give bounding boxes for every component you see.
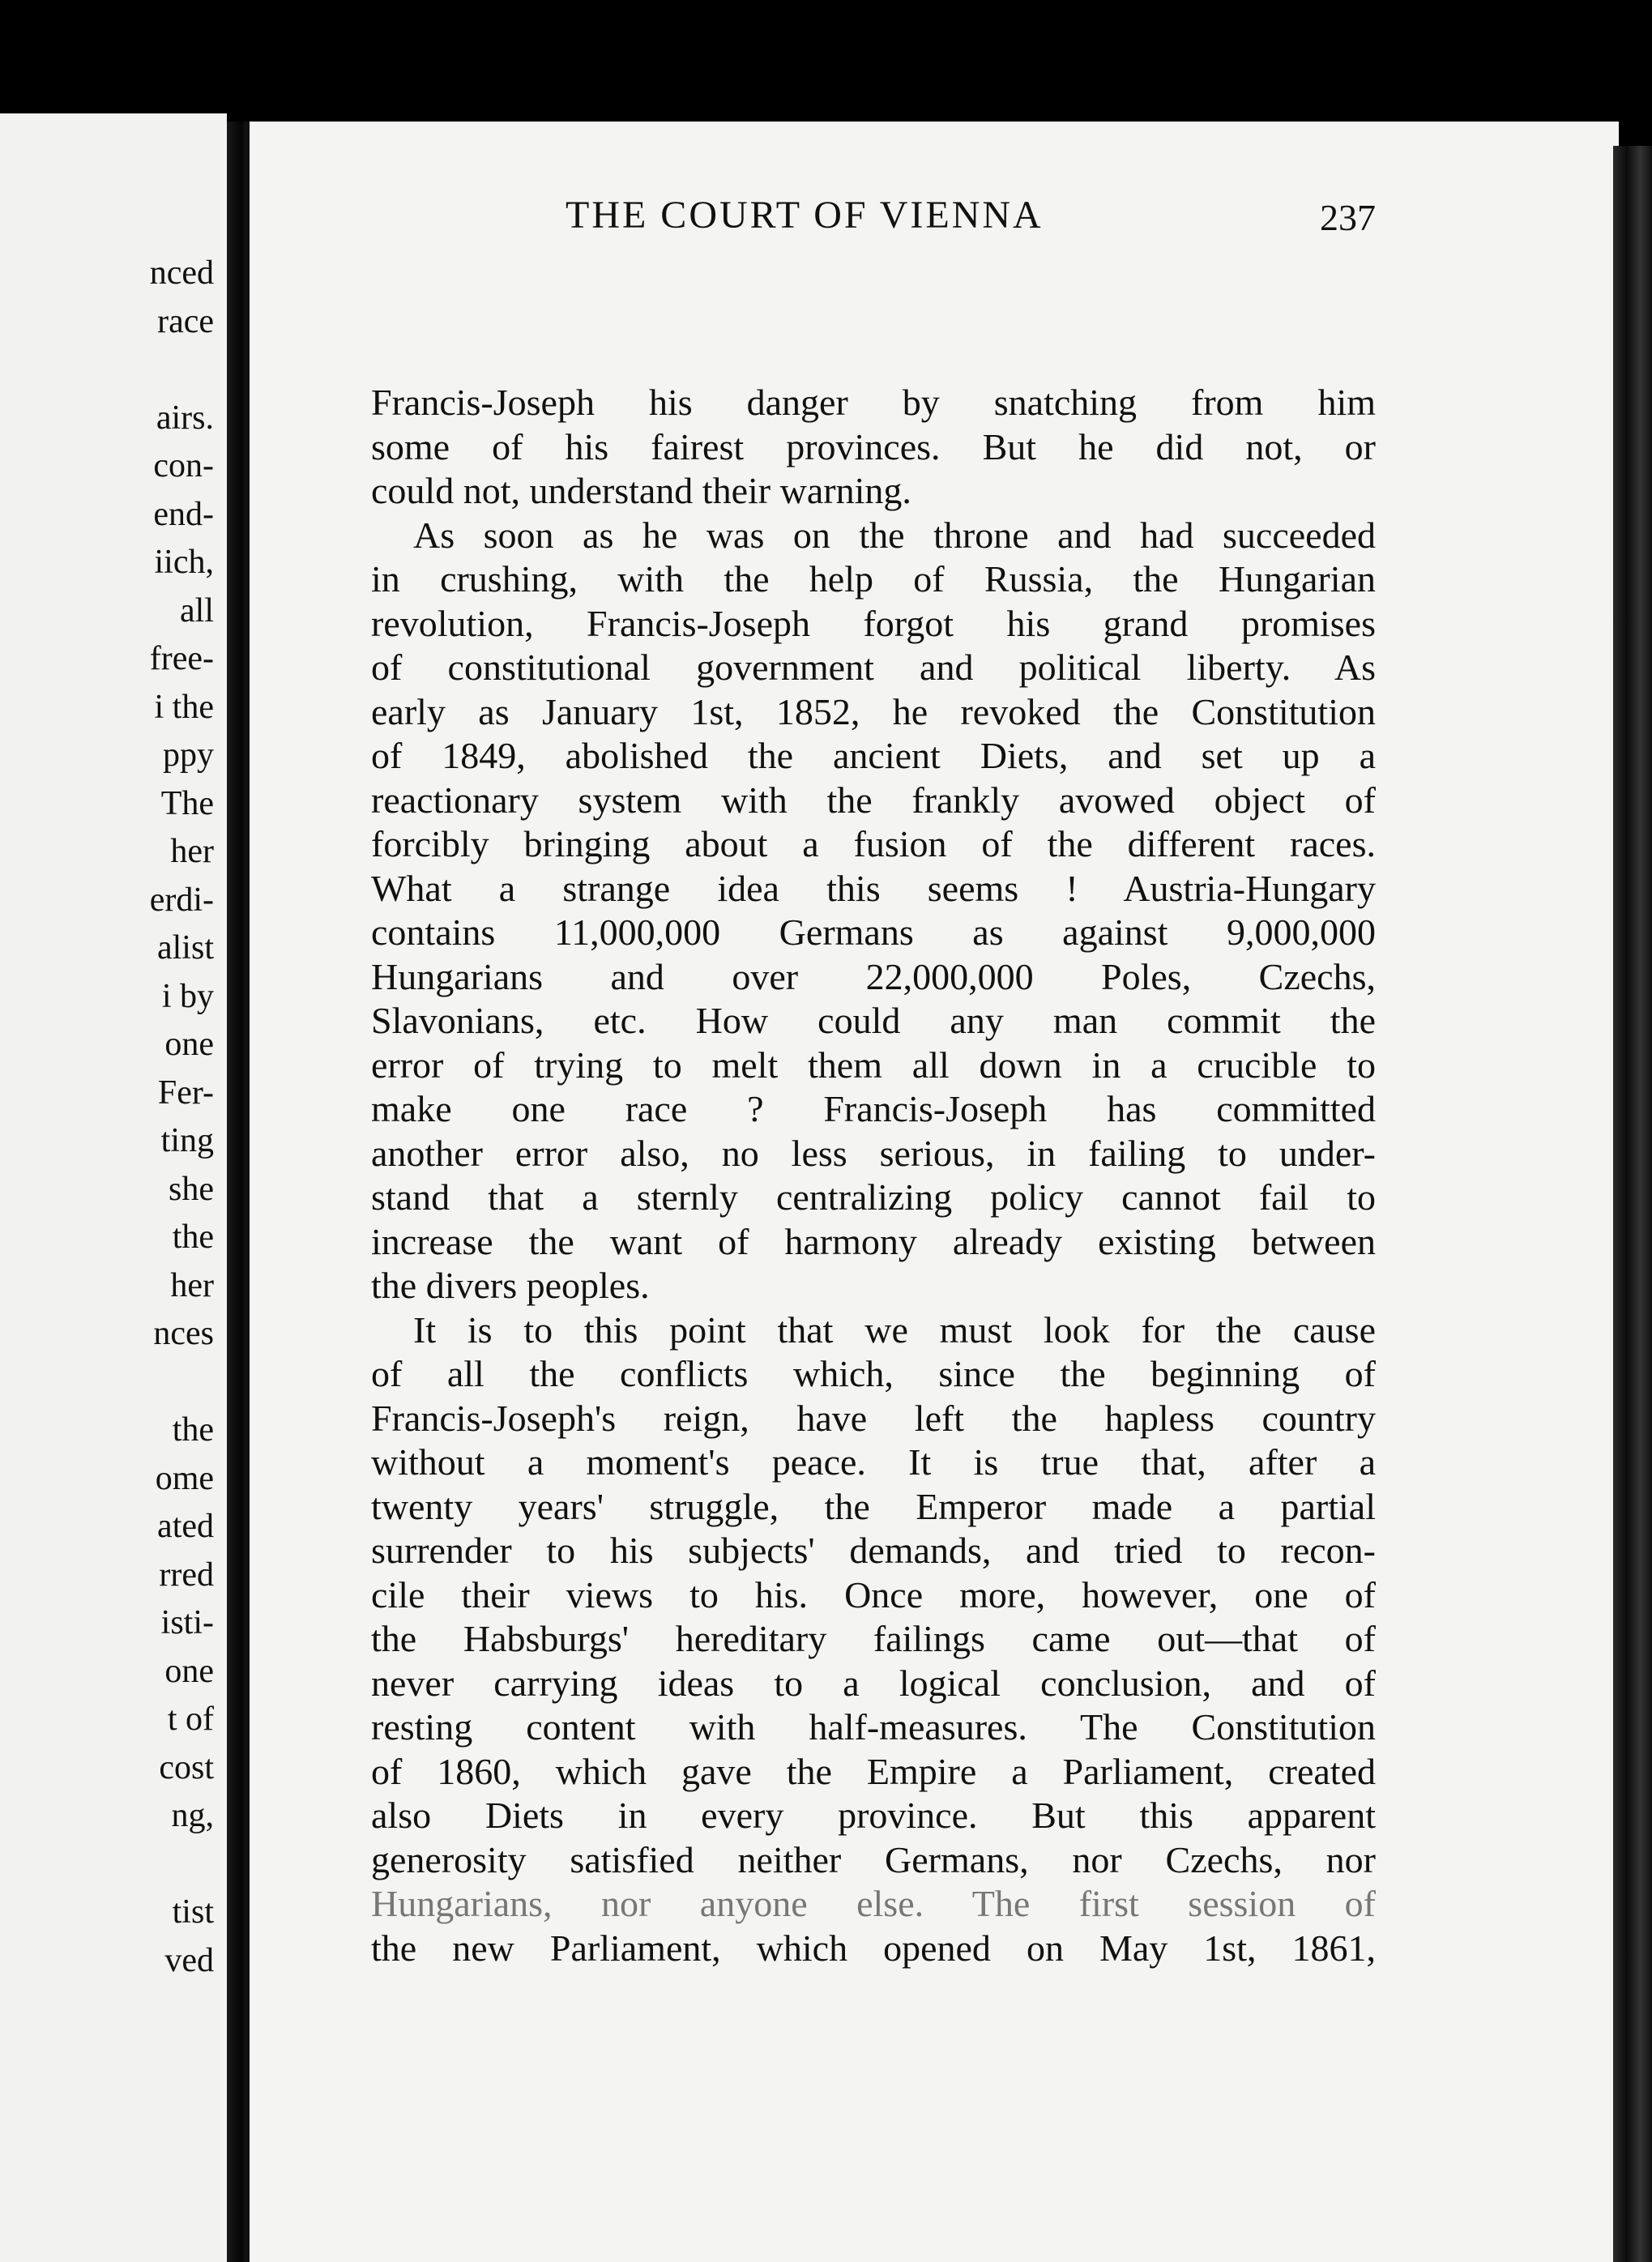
text-line: What a strange idea this seems ! Austria-Hungary — [371, 867, 1376, 909]
left-page-line: isti- — [160, 1604, 214, 1641]
text-line: forcibly bringing about a fusion of the different races. — [371, 823, 1376, 864]
text-line: surrender to his subjects' demands, and tried to recon- — [371, 1530, 1376, 1571]
text-line: of 1860, which gave the Empire a Parliament, created — [371, 1750, 1376, 1792]
text-line: of constitutional government and political liberty. As — [371, 647, 1376, 688]
left-page-line: free- — [149, 640, 214, 677]
text-line: twenty years' struggle, the Emperor made a partial — [371, 1485, 1376, 1527]
left-page-line: nces — [153, 1315, 214, 1352]
left-page-line: ng, — [171, 1797, 214, 1834]
text-line: of 1849, abolished the ancient Diets, and set up a — [371, 735, 1376, 776]
left-page-line: con- — [153, 447, 214, 484]
left-page-line: nced — [149, 254, 214, 292]
text-line: in crushing, with the help of Russia, the Hungarian — [371, 558, 1376, 600]
text-line: As soon as he was on the throne and had succeeded — [413, 514, 1376, 556]
text-line: stand that a sternly centralizing policy cannot fail to — [371, 1176, 1376, 1218]
left-page-line: t of — [167, 1701, 214, 1738]
running-head-title: THE COURT OF VIENNA — [566, 194, 1044, 237]
text-line: contains 11,000,000 Germans as against 9,000,000 — [371, 911, 1376, 953]
text-line: increase the want of harmony already existing between — [371, 1220, 1376, 1262]
left-page-line: all — [180, 591, 214, 630]
left-page-line: ting — [160, 1122, 214, 1159]
text-line: never carrying ideas to a logical conclusion, and of — [371, 1662, 1376, 1704]
left-page-line: race — [157, 302, 214, 340]
text-line: generosity satisfied neither Germans, nor Czechs, nor — [371, 1838, 1376, 1880]
page-number: 237 — [1320, 197, 1376, 238]
left-page-line: i the — [154, 688, 214, 726]
left-page-line: ated — [157, 1508, 214, 1545]
left-page-line: rred — [159, 1556, 214, 1594]
left-page-line: her — [170, 1266, 214, 1304]
left-page-line: end- — [153, 495, 214, 533]
body-text — [371, 381, 1376, 1970]
text-line: without a moment's peace. It is true that, after a — [371, 1441, 1376, 1483]
left-facing-page — [0, 113, 227, 2262]
text-line: another error also, no less serious, in failing to under- — [371, 1132, 1376, 1174]
text-line: resting content with half-measures. The Constitution — [371, 1706, 1376, 1748]
text-line: Francis-Joseph's reign, have left the hapless country — [371, 1397, 1376, 1439]
left-page-line: ome — [155, 1459, 214, 1497]
text-line: cile their views to his. Once more, however, one of — [371, 1573, 1376, 1615]
text-line: also Diets in every province. But this apparent — [371, 1795, 1376, 1836]
left-page-line: The — [160, 784, 214, 822]
left-page-line: one — [164, 1026, 214, 1063]
text-line: make one race ? Francis-Joseph has committed — [371, 1088, 1376, 1129]
text-line: Slavonians, etc. How could any man commit the — [371, 1000, 1376, 1041]
left-page-line: iich, — [154, 544, 214, 581]
left-page-line: alist — [157, 929, 214, 967]
left-page-line: erdi- — [149, 881, 214, 919]
left-page-line: cost — [159, 1748, 214, 1786]
text-line: the Habsburgs' hereditary failings came out—that of — [371, 1618, 1376, 1659]
text-line: of all the conflicts which, since the beginning of — [371, 1353, 1376, 1394]
text-line: Hungarians and over 22,000,000 Poles, Czechs, — [371, 955, 1376, 997]
text-line: could not, understand their warning. — [371, 470, 911, 511]
left-page-line: airs. — [156, 399, 214, 437]
left-page-line: she — [169, 1170, 214, 1208]
page-edge — [1613, 146, 1652, 2262]
left-page-line: tist — [172, 1893, 214, 1931]
text-line: revolution, Francis-Joseph forgot his grand promises — [371, 602, 1376, 644]
left-page-line: her — [170, 833, 214, 870]
text-line: It is to this point that we must look for the cause — [413, 1308, 1376, 1351]
left-page-line: i by — [161, 977, 214, 1015]
text-line: some of his fairest provinces. But he did not, or — [371, 425, 1376, 467]
left-page-line: the — [172, 1218, 214, 1256]
text-line: Francis-Joseph his danger by snatching from him — [371, 382, 1376, 423]
text-line: error of trying to melt them all down in a crucible to — [371, 1044, 1376, 1086]
text-line: reactionary system with the frankly avowed object of — [371, 779, 1376, 821]
text-line: the divers peoples. — [371, 1265, 650, 1306]
text-line: early as January 1st, 1852, he revoked the Constitution — [371, 690, 1376, 732]
left-page-line: ved — [164, 1941, 214, 1979]
left-page-line: the — [172, 1411, 214, 1449]
left-page-line: ppy — [163, 736, 214, 774]
left-page-line: Fer- — [157, 1073, 214, 1112]
left-page-line: one — [164, 1652, 214, 1690]
text-line: the new Parliament, which opened on May 1st, 1861, — [371, 1927, 1376, 1969]
text-line: Hungarians, nor anyone else. The first session of — [371, 1883, 1376, 1924]
